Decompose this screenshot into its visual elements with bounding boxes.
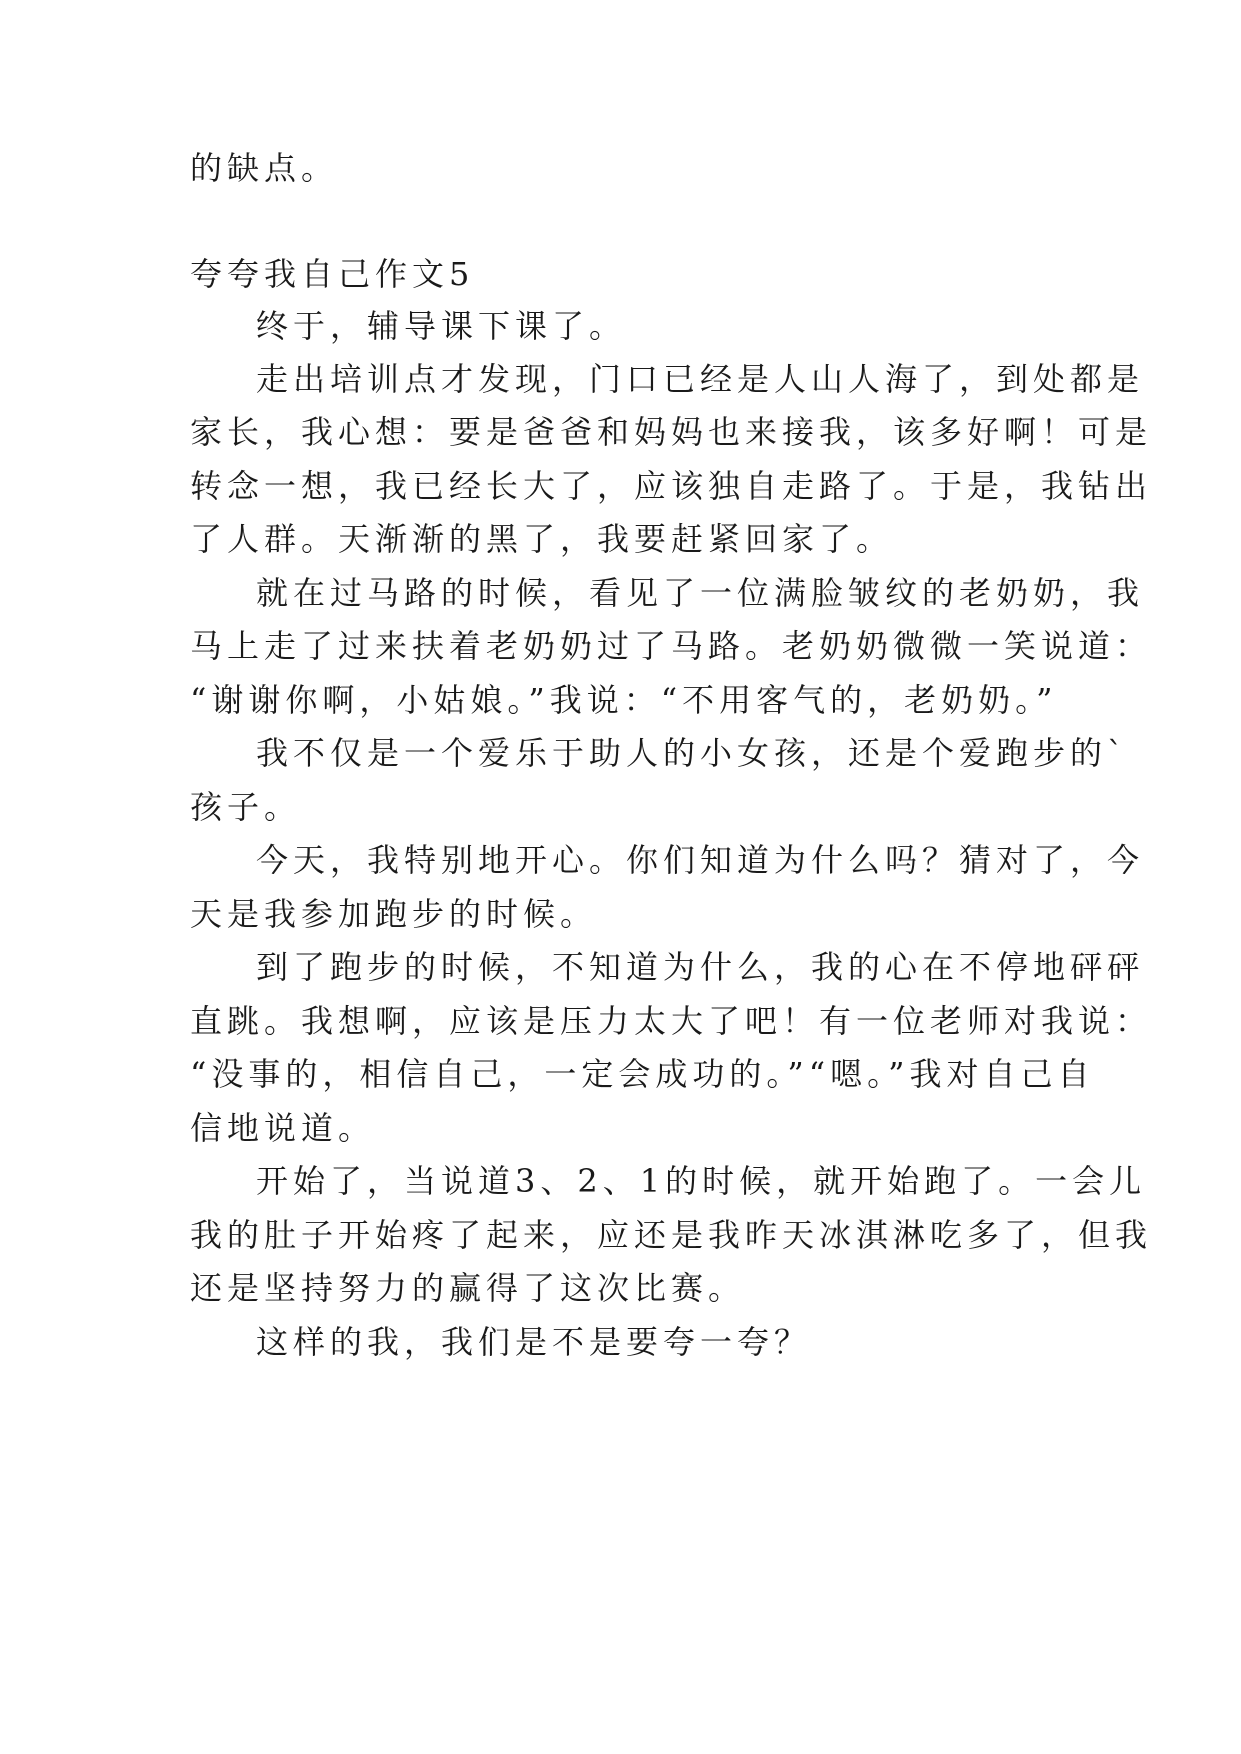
paragraph-3-line-2: 马上走了过来扶着老奶奶过了马路。老奶奶微微一笑说道： bbox=[190, 627, 1153, 665]
paragraph-6-line-3: “没事的，相信自己，一定会成功的。”“嗯。”我对自己自 bbox=[190, 1055, 1095, 1093]
paragraph-6-line-1: 到了跑步的时候，不知道为什么，我的心在不停地砰砰 bbox=[256, 948, 1145, 986]
paragraph-7-line-3: 还是坚持努力的赢得了这次比赛。 bbox=[190, 1269, 746, 1307]
paragraph-8-line-1: 这样的我，我们是不是要夸一夸？ bbox=[256, 1323, 812, 1361]
paragraph-7-line-2: 我的肚子开始疼了起来，应还是我昨天冰淇淋吃多了，但我 bbox=[190, 1216, 1153, 1254]
essay-title: 夸夸我自己作文5 bbox=[190, 255, 475, 293]
paragraph-2-line-2: 家长，我心想：要是爸爸和妈妈也来接我，该多好啊！可是 bbox=[190, 413, 1153, 451]
paragraph-6-line-2: 直跳。我想啊，应该是压力太大了吧！有一位老师对我说： bbox=[190, 1002, 1153, 1040]
paragraph-1-line-1: 终于，辅导课下课了。 bbox=[256, 307, 627, 345]
paragraph-5-line-2: 天是我参加跑步的时候。 bbox=[190, 895, 598, 933]
paragraph-5-line-1: 今天，我特别地开心。你们知道为什么吗？猜对了，今 bbox=[256, 841, 1145, 879]
paragraph-7-line-1: 开始了，当说道3、2、1的时候，就开始跑了。一会儿 bbox=[256, 1162, 1147, 1200]
paragraph-6-line-4: 信地说道。 bbox=[190, 1109, 376, 1147]
text-line-previous-ending: 的缺点。 bbox=[190, 149, 339, 187]
paragraph-2-line-1: 走出培训点才发现，门口已经是人山人海了，到处都是 bbox=[256, 360, 1145, 398]
paragraph-3-line-3: “谢谢你啊，小姑娘。”我说：“不用客气的，老奶奶。” bbox=[190, 681, 1058, 719]
paragraph-2-line-4: 了人群。天渐渐的黑了，我要赶紧回家了。 bbox=[190, 520, 894, 558]
paragraph-3-line-1: 就在过马路的时候，看见了一位满脸皱纹的老奶奶，我 bbox=[256, 574, 1145, 612]
paragraph-4-line-2: 孩子。 bbox=[190, 788, 302, 826]
paragraph-2-line-3: 转念一想，我已经长大了，应该独自走路了。于是，我钻出 bbox=[190, 467, 1153, 505]
paragraph-4-line-1: 我不仅是一个爱乐于助人的小女孩，还是个爱跑步的` bbox=[256, 734, 1129, 772]
